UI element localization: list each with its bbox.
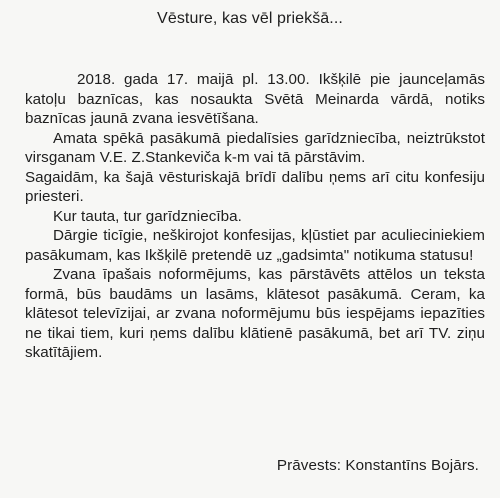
paragraph-clergy: Amata spēkā pasākumā piedalīsies garīdzniecība, neiztrūkstot virsganam V.E. Z.Stankeviča k-m vai tā pārstāvim. (25, 129, 485, 166)
signature: Prāvests: Konstantīns Bojārs. (276, 457, 479, 474)
document-body (25, 70, 485, 363)
paragraph-bell-design: Zvana īpašais noformējums, kas pārstāvēts attēlos un teksta formā, būs baudāms un lasāms, klātesot pasākumā. Ceram, ka klātesot televīzijai, ar zvana noformējumu būs iespējams iepazīties ne tikai tiem, kuri ņems dalību klātienē pasākumā, bet arī TV. ziņu skatītājiem. (25, 266, 485, 361)
paragraph-announcement: 2018. gada 17. maijā pl. 13.00. Ikšķilē pie jaunceļamās katoļu baznīcas, kas nosaukta Svētā Meinarda vārdā, notiks baznīcas jaunā zvana iesvētīšana. (25, 71, 485, 127)
paragraph-other-confessions: Sagaidām, ka šajā vēsturiskajā brīdī dalību ņems arī citu konfesiju priesteri. (25, 168, 485, 205)
paragraph-invitation: Dārgie ticīgie, neškirojot konfesijas, kļūstiet par aculieciniekiem pasākumam, kas Ikšķilē pretendē uz „gadsimta" notikuma statusu! (25, 227, 485, 264)
paragraph-motto: Kur tauta, tur garīdzniecība. (53, 207, 242, 225)
document-title: Vēsture, kas vēl priekšā... (157, 10, 343, 27)
